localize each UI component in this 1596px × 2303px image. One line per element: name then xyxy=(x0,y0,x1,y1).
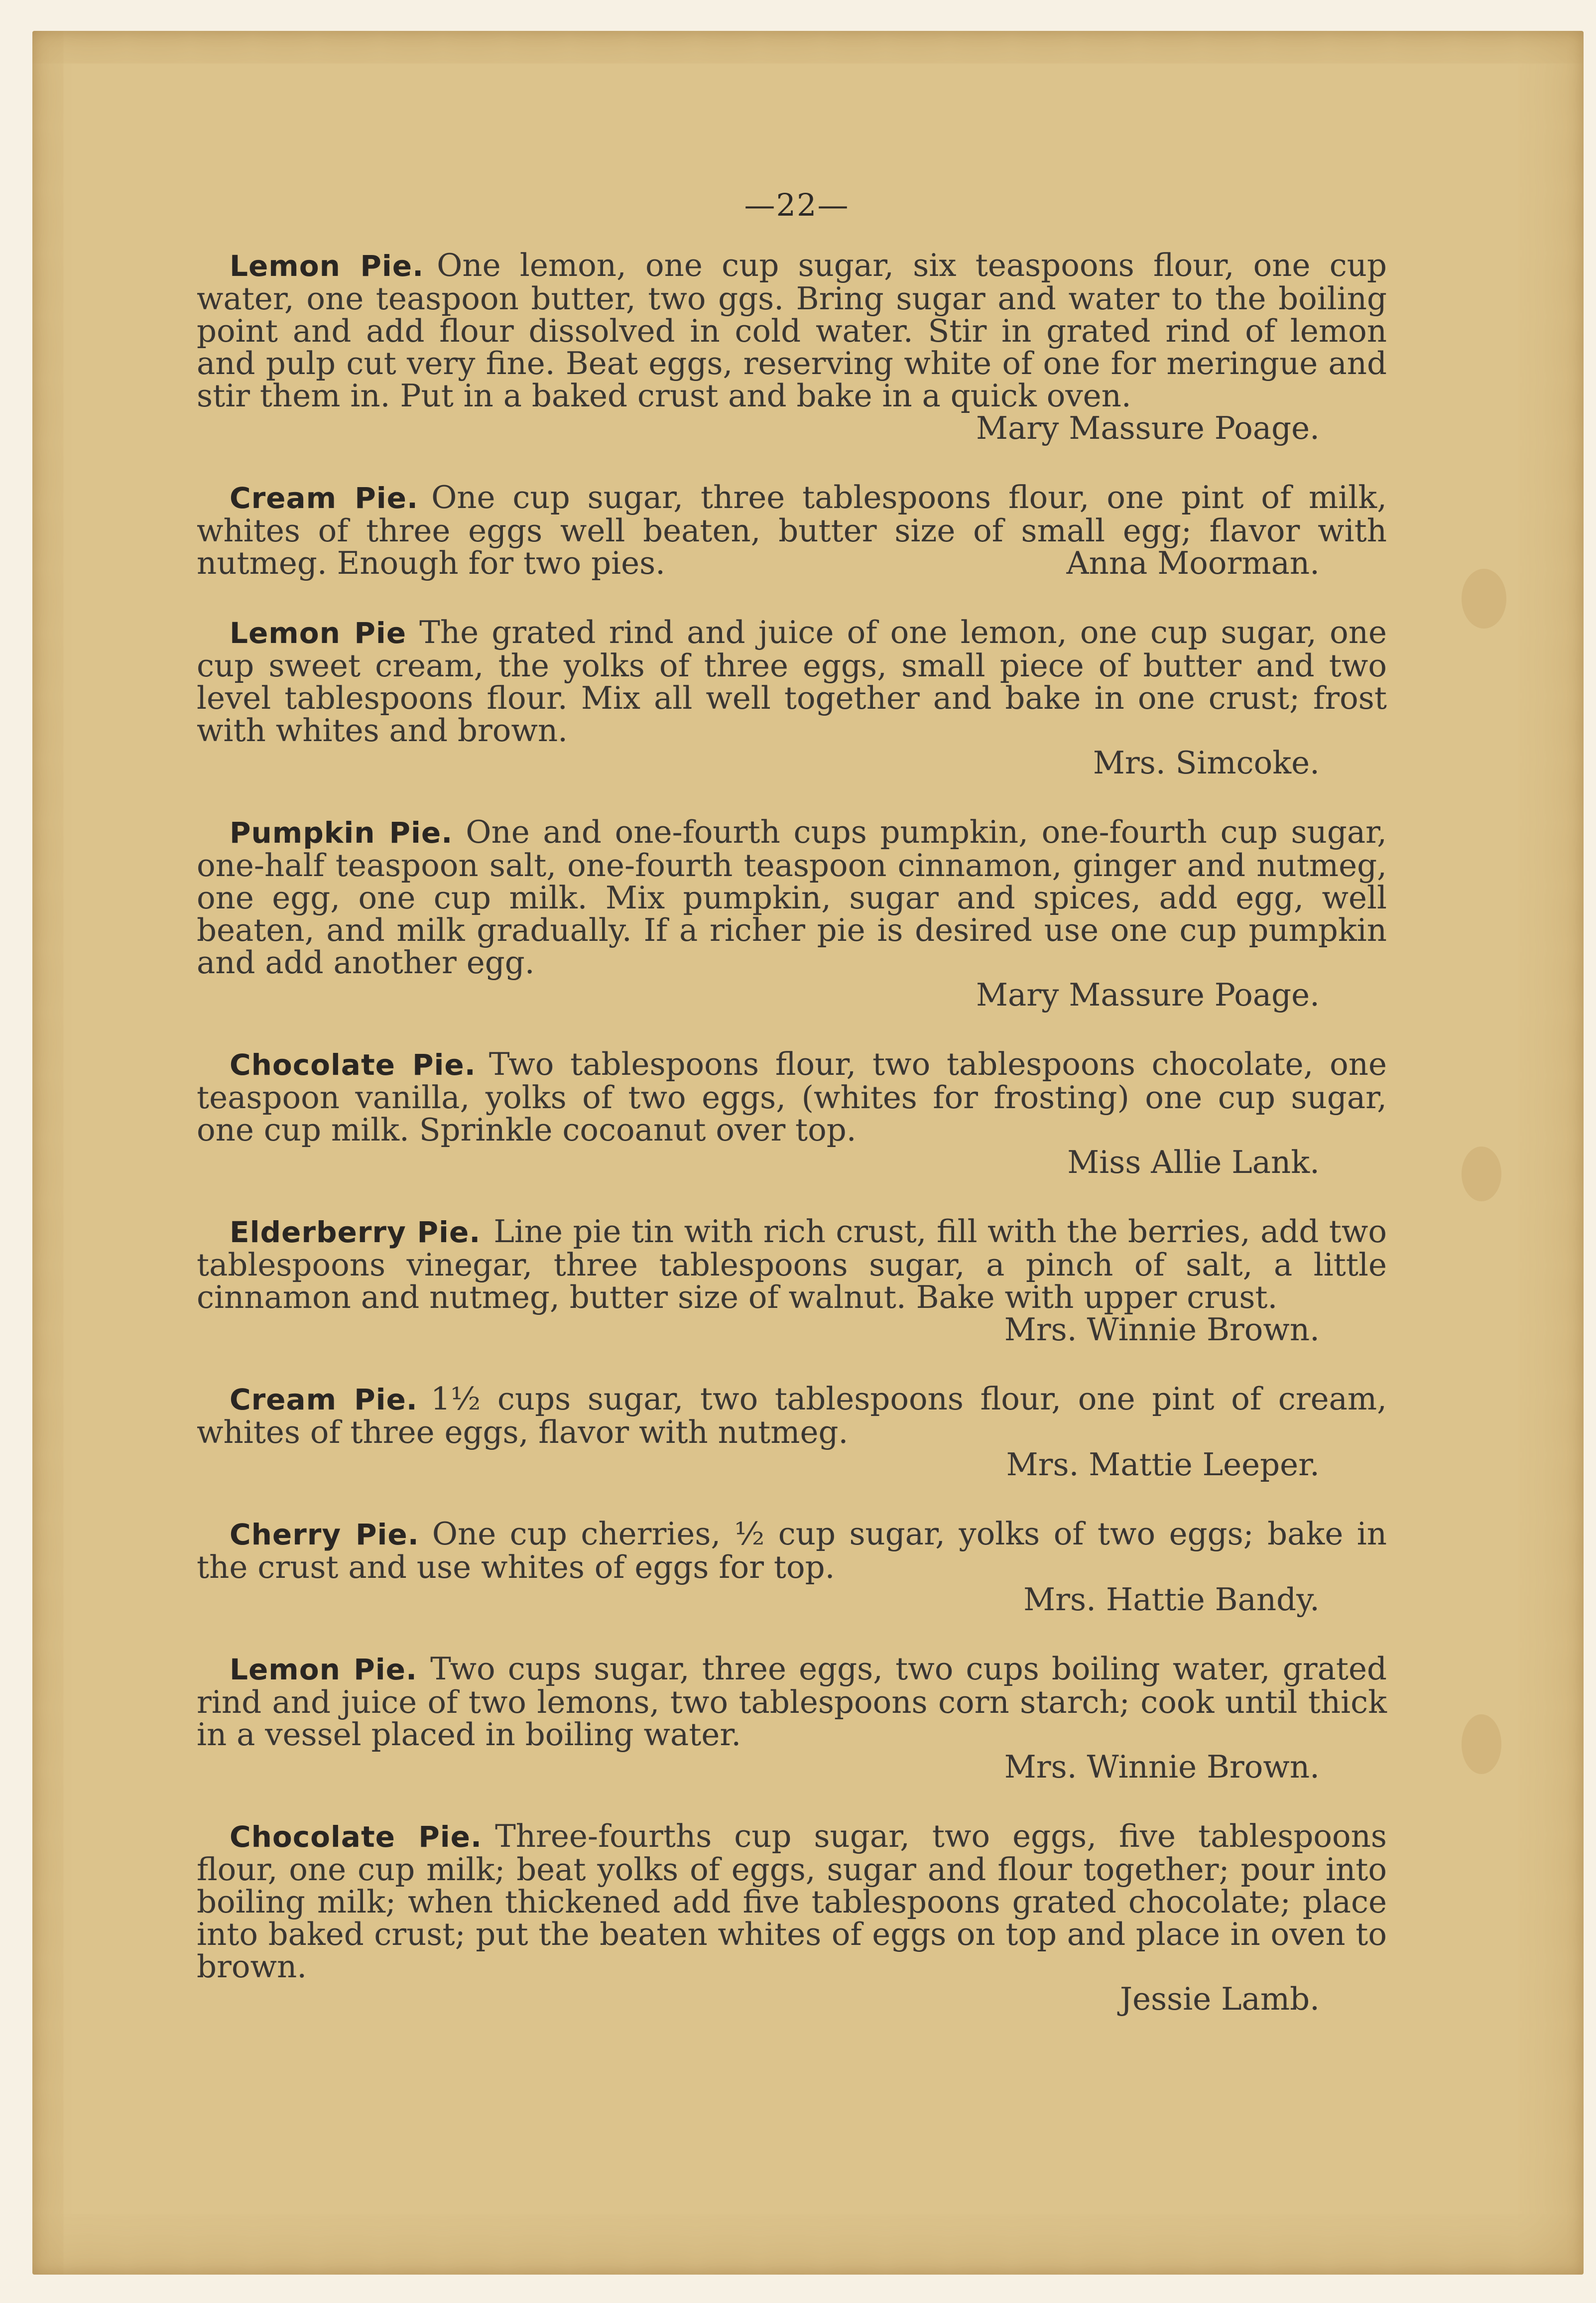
recipe-text: The grated rind and juice of one lemon, one cup sugar, one cup sweet cream, the yolks of three eggs, small piece of butter and two level tablespoons flour. Mix all well together and bake in one crust; frost with whites and brown. xyxy=(197,614,1387,749)
recipe-text: One lemon, one cup sugar, six teaspoons flour, one cup water, one teaspoon butter, two ggs. Bring sugar and water to the boiling point and add flour dissolved in cold water. Stir in grated rind of lemon and pulp cut very fine. Beat eggs, reserving white of one for meringue and stir them in. Put in a baked crust and bake in a quick oven. xyxy=(197,247,1387,414)
recipe-lemon-pie-1 xyxy=(197,249,1387,444)
recipe-author: Mrs. Winnie Brown. xyxy=(1004,1311,1320,1348)
recipe-author: Jessie Lamb. xyxy=(1120,1981,1320,2017)
recipe-author: Anna Moorman. xyxy=(1066,545,1320,581)
recipe-elderberry-pie xyxy=(197,1215,1387,1346)
recipe-text: One cup cherries, ½ cup sugar, yolks of two eggs; bake in the crust and use whites of eggs for top. xyxy=(197,1516,1387,1585)
recipe-cherry-pie xyxy=(197,1518,1387,1616)
page-number: —22— xyxy=(744,187,850,223)
recipe-title: Pumpkin Pie. xyxy=(230,816,453,850)
recipe-text: One cup sugar, three tablespoons flour, one pint of milk, whites of three eggs well beaten, butter size of small egg; flavor with nutmeg. Enough for two pies. xyxy=(197,479,1387,581)
recipe-chocolate-pie-1 xyxy=(197,1048,1387,1178)
recipe-list xyxy=(197,249,1387,2052)
recipe-text: One and one-fourth cups pumpkin, one-fourth cup sugar, one-half teaspoon salt, one-fourth teaspoon cinnamon, ginger and nutmeg, one egg, one cup milk. Mix pumpkin, sugar and spices, add egg, well beaten, and milk gradually. If a richer pie is desired use one cup pumpkin and add another egg. xyxy=(197,814,1387,981)
recipe-author: Mrs. Mattie Leeper. xyxy=(1006,1446,1320,1483)
recipe-text: Two cups sugar, three eggs, two cups boiling water, grated rind and juice of two lemons, two tablespoons corn starch; cook until thick in a vessel placed in boiling water. xyxy=(197,1651,1387,1753)
recipe-title: Lemon Pie. xyxy=(230,1653,418,1686)
paper-stain xyxy=(1462,1147,1501,1201)
recipe-title: Chocolate Pie. xyxy=(230,1048,476,1082)
recipe-text: 1½ cups sugar, two tablespoons flour, one pint of cream, whites of three eggs, flavor with nutmeg. xyxy=(197,1381,1387,1450)
recipe-author: Mrs. Hattie Bandy. xyxy=(1023,1581,1320,1618)
paper-stain xyxy=(1462,1714,1501,1774)
recipe-cream-pie-1 xyxy=(197,481,1387,579)
recipe-author: Mrs. Winnie Brown. xyxy=(1004,1749,1320,1785)
recipe-author: Mrs. Simcoke. xyxy=(1093,745,1320,781)
recipe-author: Mary Massure Poage. xyxy=(976,410,1320,446)
recipe-text: Two tablespoons flour, two tablespoons chocolate, one teaspoon vanilla, yolks of two eggs, (whites for frosting) one cup sugar, one cup milk. Sprinkle cocoanut over top. xyxy=(197,1046,1387,1148)
recipe-title: Cream Pie. xyxy=(230,481,419,515)
recipe-title: Lemon Pie xyxy=(230,616,407,650)
recipe-lemon-pie-2 xyxy=(197,616,1387,779)
recipe-title: Lemon Pie. xyxy=(230,249,424,283)
recipe-chocolate-pie-2 xyxy=(197,1820,1387,2015)
recipe-author: Miss Allie Lank. xyxy=(1067,1144,1320,1180)
recipe-title: Cream Pie. xyxy=(230,1383,418,1416)
paper-stain xyxy=(1462,569,1506,629)
recipe-text: Line pie tin with rich crust, fill with the berries, add two tablespoons vinegar, three tablespoons sugar, a pinch of salt, a little cinnamon and nutmeg, butter size of walnut. Bake with upper crust. xyxy=(197,1213,1387,1315)
recipe-title: Cherry Pie. xyxy=(230,1518,419,1551)
recipe-cream-pie-2 xyxy=(197,1383,1387,1481)
recipe-pumpkin-pie xyxy=(197,816,1387,1011)
recipe-lemon-pie-3 xyxy=(197,1653,1387,1783)
recipe-author: Mary Massure Poage. xyxy=(976,977,1320,1013)
recipe-title: Elderberry Pie. xyxy=(230,1215,481,1249)
recipe-text: Three-fourths cup sugar, two eggs, five tablespoons flour, one cup milk; beat yolks of eggs, sugar and flour together; pour into boiling milk; when thickened add five tablespoons grated chocolate; place into baked crust; put the beaten whites of eggs on top and place in oven to brown. xyxy=(197,1818,1387,1985)
recipe-title: Chocolate Pie. xyxy=(230,1820,483,1854)
